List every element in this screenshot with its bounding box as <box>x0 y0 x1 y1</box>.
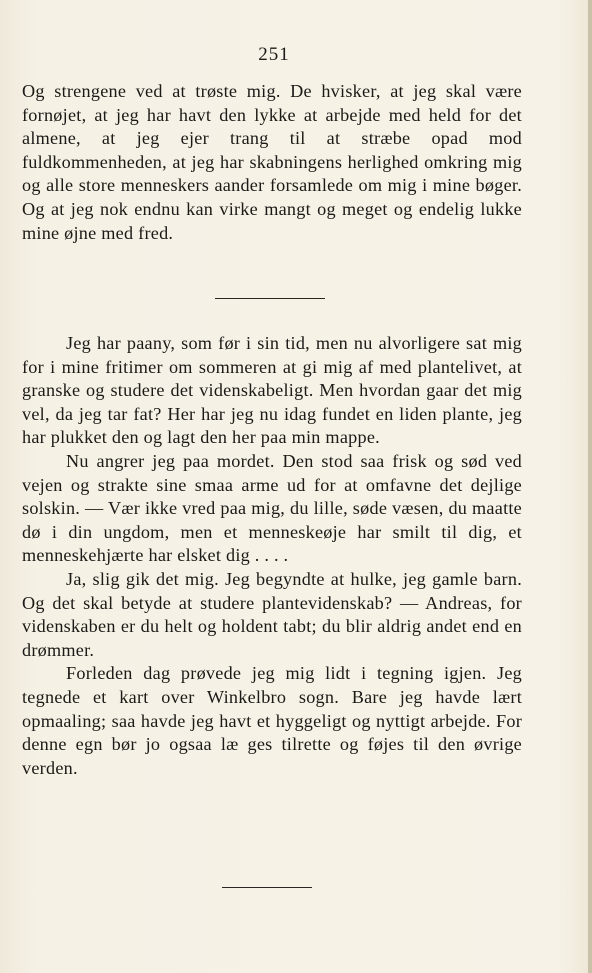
paragraph: Og strengene ved at trøste mig. De hvisker, at jeg skal være fornøjet, at jeg har havt den lykke at arbejde med held for det almene, at jeg ejer trang til at stræbe opad mod fuldkommenheden, at jeg har skabningens herlighed omkring mig og alle store menneskers aander forsamlede om mig i mine bøger. Og at jeg nok endnu kan virke mangt og meget og endelig lukke mine øjne med fred. <box>22 81 522 243</box>
paragraph: Forleden dag prøvede jeg mig lidt i tegning igjen. Jeg tegnede et kart over Winkelbro sogn. Bare jeg havde lært opmaaling; saa havde jeg havt et hyggeligt og nyttigt arbejde. For denne egn bør jo ogsaa læ ges tilrette og føjes til den øvrige verden. <box>22 663 522 778</box>
page-edge <box>588 0 592 973</box>
paragraph: Nu angrer jeg paa mordet. Den stod saa frisk og sød ved vejen og strakte sine smaa arme ud for at omfavne det dejlige solskin. — Vær ikke vred paa mig, du lille, søde væsen, du maatte dø i din ungdom, men et menneskeøje har smilt til dig, et menneskehjærte har elsket dig . . . . <box>22 450 522 566</box>
section-2-text <box>22 332 522 780</box>
paragraph: Jeg har paany, som før i sin tid, men nu alvorligere sat mig for i mine fritimer om sommeren at gi mig af med plantelivet, at granske og studere det videnskabeligt. Men hvordan gaar det mig vel, da jeg tar fat? Her har jeg nu idag fundet en liden plante, jeg har plukket den og lagt den her paa min mappe. <box>22 333 522 448</box>
paragraph: Ja, slig gik det mig. Jeg begyndte at hulke, jeg gamle barn. Og det skal betyde at studere plantevidenskab? — Andreas, for videnskaben er du helt og holdent tabt; du blir aldrig andet end en drømmer. <box>22 568 522 660</box>
end-divider <box>222 887 312 888</box>
section-divider <box>215 298 325 299</box>
page-number: 251 <box>258 44 290 65</box>
section-1-text <box>22 80 522 245</box>
